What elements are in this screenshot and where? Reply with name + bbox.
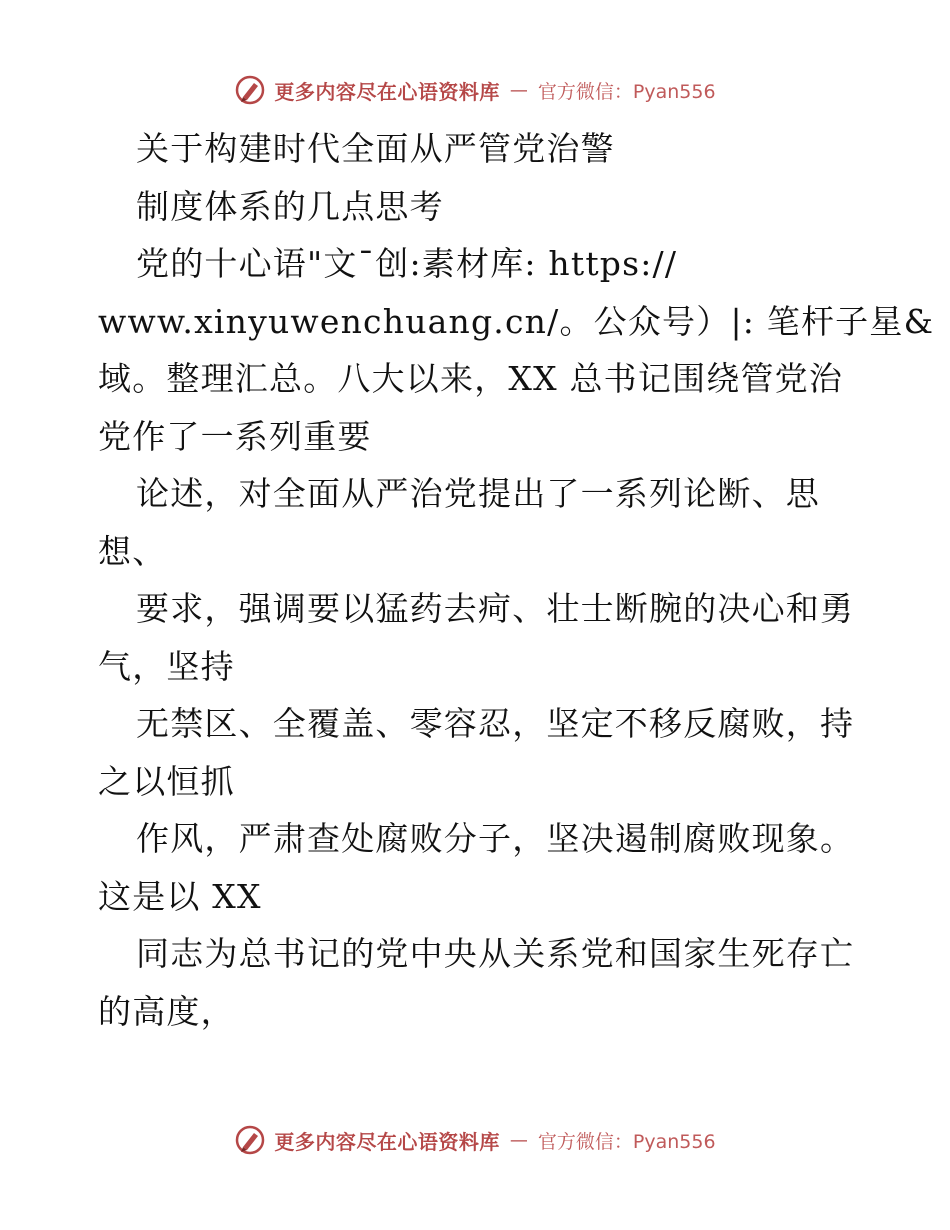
document-body [98, 120, 935, 1040]
paragraph-line: 作风，严肃查处腐败分子，坚决遏制腐败现象。 [136, 819, 855, 858]
header-banner [0, 70, 950, 110]
header-separator: — [509, 79, 528, 101]
footer-wechat-text: 官方微信：Pyan556 [537, 1130, 716, 1153]
paragraph-line: 党作了一系列重要 [98, 416, 372, 456]
paragraph-line: 想、 [98, 531, 167, 571]
footer-banner [0, 1120, 950, 1160]
paragraph-line: 同志为总书记的党中央从关系党和国家生死存亡 [136, 934, 855, 973]
paragraph-line: www.xinyuwenchuang.cn/。公众号）|: 笔杆子星& [98, 301, 935, 341]
header-brand-text: 更多内容尽在心语资料库 [274, 79, 500, 104]
paragraph-line: 域。整理汇总。八大以来，XX 总书记围绕管党治 [98, 359, 844, 398]
header-wechat-text: 官方微信：Pyan556 [537, 80, 716, 103]
paragraph-line: 无禁区、全覆盖、零容忍，坚定不移反腐败，持 [136, 704, 855, 743]
title-line-1: 关于构建时代全面从严管党治警 [136, 129, 615, 168]
pen-nib-logo-icon [234, 74, 266, 106]
title-line-2: 制度体系的几点思考 [136, 186, 444, 226]
paragraph-line: 党的十心语"文¯创:素材库: https:// [136, 244, 678, 283]
paragraph-line: 这是以 XX [98, 876, 262, 916]
paragraph-line: 论述，对全面从严治党提出了一系列论断、思 [136, 474, 820, 513]
paragraph-line: 之以恒抓 [98, 761, 235, 801]
pen-nib-logo-icon [234, 1124, 266, 1156]
paragraph-line: 的高度， [98, 991, 235, 1031]
paragraph-line: 气，坚持 [98, 646, 235, 686]
paragraph-line: 要求，强调要以猛药去疴、壮士断腕的决心和勇 [136, 589, 855, 628]
footer-brand-text: 更多内容尽在心语资料库 [274, 1129, 500, 1154]
footer-separator: — [509, 1129, 528, 1151]
